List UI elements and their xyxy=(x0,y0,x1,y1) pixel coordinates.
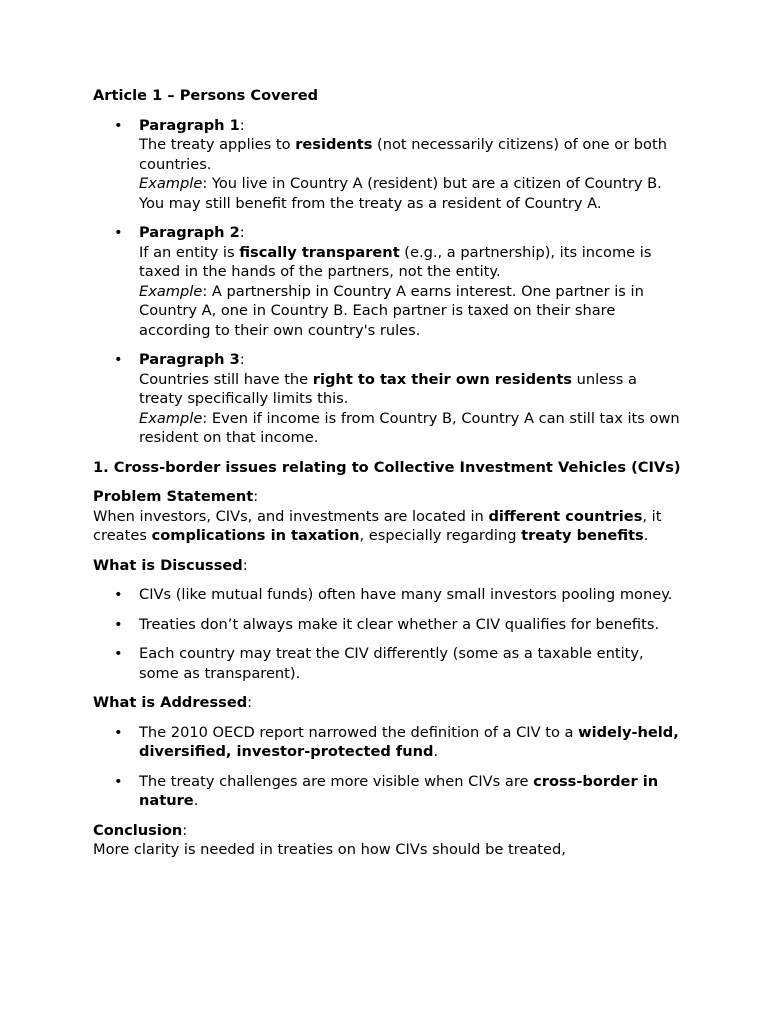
paragraph-example: Example: You live in Country A (resident) but are a citizen of Country B. You may still benefit from the treaty as a resident of Country A. xyxy=(139,175,662,212)
document-content xyxy=(93,86,683,870)
discussed-heading: What is Discussed: xyxy=(93,556,248,574)
problem-label: Problem Statement xyxy=(93,488,254,505)
list-item: • Each country may treat the CIV differently (some as a taxable entity, some as transparent). xyxy=(93,644,683,683)
civ-section-title: 1. Cross-border issues relating to Collective Investment Vehicles (CIVs) xyxy=(93,458,681,476)
paragraph-list xyxy=(93,116,683,448)
addressed-list xyxy=(93,723,683,811)
problem-statement: Problem Statement: When investors, CIVs, and investments are located in different countries, it creates complications in taxation, especially regarding treaty benefits. xyxy=(93,487,683,546)
list-item: • Treaties don’t always make it clear whether a CIV qualifies for benefits. xyxy=(93,615,683,635)
paragraph-2-item: • Paragraph 2: If an entity is fiscally transparent (e.g., a partnership), its income is taxed in the hands of the partners, not the entity. Example: A partnership in Country A earns interest. One partner is in Country A, one in Country B. Each partner is taxed on their share according to their own country's rules. xyxy=(93,223,683,340)
paragraph-1-item: • Paragraph 1: The treaty applies to residents (not necessarily citizens) of one or both countries. Example: You live in Country A (resident) but are a citizen of Country B. You may still benefit from the treaty as a resident of Country A. xyxy=(93,116,683,214)
list-item: • CIVs (like mutual funds) often have many small investors pooling money. xyxy=(93,585,683,605)
paragraph-text: The treaty applies to residents (not necessarily citizens) of one or both countries. xyxy=(139,136,667,173)
paragraph-label: Paragraph 1 xyxy=(139,116,240,134)
list-item: • The treaty challenges are more visible when CIVs are cross-border in nature. xyxy=(93,772,683,811)
conclusion: Conclusion: More clarity is needed in treaties on how CIVs should be treated, xyxy=(93,821,683,860)
discussed-list xyxy=(93,585,683,683)
paragraph-example: Example: A partnership in Country A earns interest. One partner is in Country A, one in Country B. Each partner is taxed on their share according to their own country's rules. xyxy=(139,282,644,339)
list-item: • The 2010 OECD report narrowed the definition of a CIV to a widely-held, diversified, investor-protected fund. xyxy=(93,723,683,762)
paragraph-example: Example: Even if income is from Country B, Country A can still tax its own resident on that income. xyxy=(139,409,680,446)
conclusion-label: Conclusion xyxy=(93,821,183,839)
conclusion-text: More clarity is needed in treaties on how CIVs should be treated, xyxy=(93,841,566,858)
paragraph-text: If an entity is fiscally transparent (e.g., a partnership), its income is taxed in the hands of the partners, not the entity. xyxy=(139,243,652,280)
addressed-heading: What is Addressed: xyxy=(93,694,253,711)
paragraph-label: Paragraph 2 xyxy=(139,224,240,241)
paragraph-text: Countries still have the right to tax their own residents unless a treaty specifically limits this. xyxy=(139,370,637,407)
paragraph-3-item: • Paragraph 3: Countries still have the right to tax their own residents unless a treaty specifically limits this. Example: Even if income is from Country B, Country A can still tax its own resident on that income. xyxy=(93,350,683,448)
article-title: Article 1 – Persons Covered xyxy=(93,87,319,104)
problem-text: When investors, CIVs, and investments are located in different countries, it creates complications in taxation, especially regarding treaty benefits. xyxy=(93,507,662,544)
paragraph-label: Paragraph 3 xyxy=(139,351,240,368)
